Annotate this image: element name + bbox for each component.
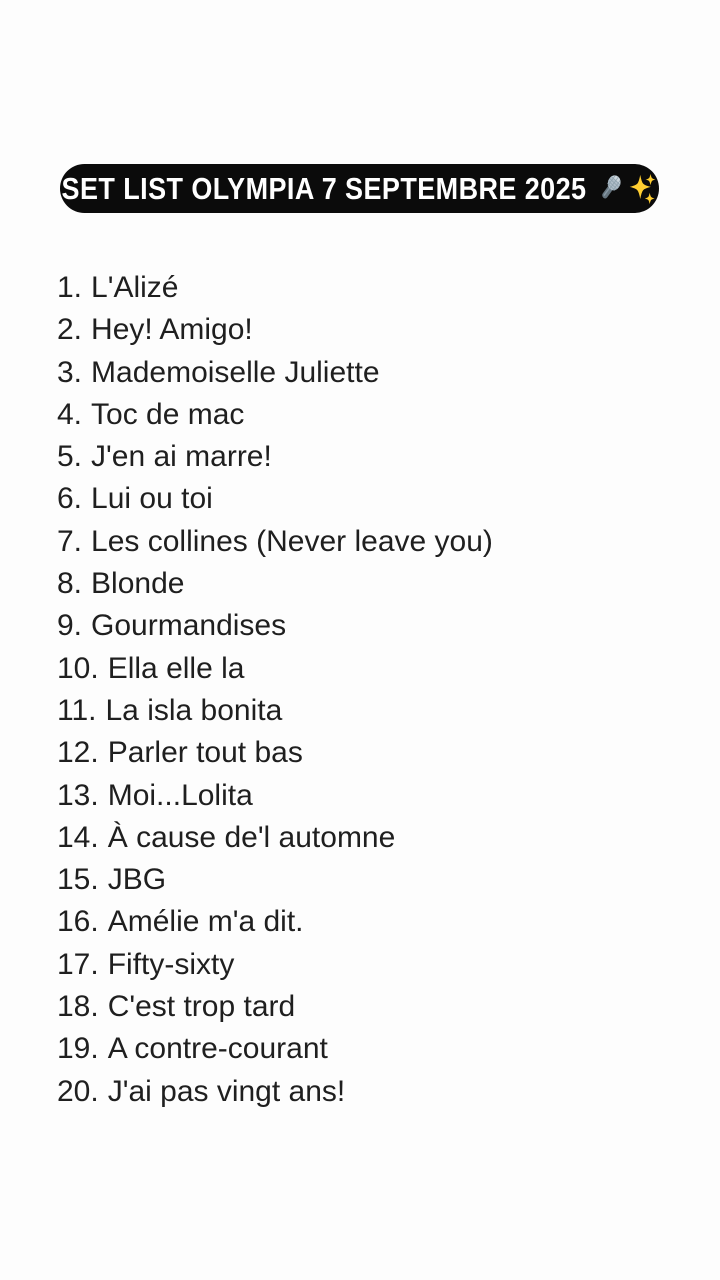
setlist-item	[57, 394, 493, 436]
song-number: 9.	[57, 609, 83, 643]
setlist-item	[57, 1028, 493, 1070]
song-number: 2.	[57, 313, 83, 347]
song-number: 15.	[57, 863, 99, 897]
song-number: 5.	[57, 440, 83, 474]
song-number: 19.	[57, 1032, 99, 1066]
song-title: À cause de'l automne	[107, 820, 396, 854]
song-number: 10.	[57, 651, 99, 685]
setlist-item	[57, 267, 493, 309]
song-number: 11.	[57, 693, 97, 727]
song-number: 17.	[57, 947, 99, 981]
song-title: Lui ou toi	[91, 482, 213, 516]
song-title: J'en ai marre!	[91, 440, 272, 474]
song-number: 6.	[57, 482, 83, 516]
song-number: 7.	[57, 524, 83, 558]
setlist-item	[57, 605, 493, 647]
song-title: Gourmandises	[91, 609, 287, 643]
song-title: Toc de mac	[91, 397, 245, 431]
setlist	[57, 267, 493, 1113]
song-title: Mademoiselle Juliette	[91, 355, 380, 389]
song-number: 13.	[57, 778, 99, 812]
setlist-item	[57, 352, 493, 394]
song-title: Amélie m'a dit.	[107, 905, 304, 939]
setlist-item	[57, 732, 493, 774]
setlist-item	[57, 521, 493, 563]
song-title: Moi...Lolita	[107, 778, 253, 812]
song-title: Hey! Amigo!	[91, 313, 253, 347]
setlist-item	[57, 817, 493, 859]
setlist-header-title: SET LIST OLYMPIA 7 SEPTEMBRE 2025	[61, 170, 587, 206]
song-number: 3.	[57, 355, 83, 389]
setlist-item	[57, 859, 493, 901]
song-title: Ella elle la	[107, 651, 245, 685]
song-number: 1.	[57, 271, 83, 304]
setlist-item	[57, 436, 493, 478]
song-title: Blonde	[91, 567, 185, 601]
setlist-item	[57, 648, 493, 690]
song-number: 18.	[57, 990, 99, 1024]
song-number: 4.	[57, 397, 83, 431]
setlist-header-content	[61, 171, 657, 207]
song-number: 16.	[57, 905, 99, 939]
header-icons	[595, 172, 658, 206]
setlist-item	[57, 690, 493, 732]
song-number: 14.	[57, 820, 99, 854]
song-number: 20.	[57, 1074, 99, 1108]
song-title: JBG	[107, 863, 167, 897]
setlist-item	[57, 478, 493, 520]
song-title: A contre-courant	[107, 1032, 328, 1066]
setlist-item	[57, 1071, 493, 1113]
setlist-item	[57, 309, 493, 351]
setlist-item	[57, 901, 493, 943]
sparkles-icon	[628, 172, 658, 206]
setlist-item	[57, 986, 493, 1028]
setlist-item	[57, 775, 493, 817]
song-title: Fifty-sixty	[107, 947, 235, 981]
setlist-item	[57, 563, 493, 605]
song-title: Parler tout bas	[107, 736, 303, 770]
song-title: C'est trop tard	[107, 990, 296, 1024]
song-number: 12.	[57, 736, 99, 770]
setlist-item	[57, 944, 493, 986]
song-title: La isla bonita	[105, 693, 283, 727]
song-title: L'Alizé	[91, 271, 179, 304]
song-number: 8.	[57, 567, 83, 601]
song-title: J'ai pas vingt ans!	[107, 1074, 346, 1108]
microphone-icon	[595, 172, 625, 206]
setlist-header-pill	[60, 164, 659, 213]
song-title: Les collines (Never leave you)	[91, 524, 493, 558]
